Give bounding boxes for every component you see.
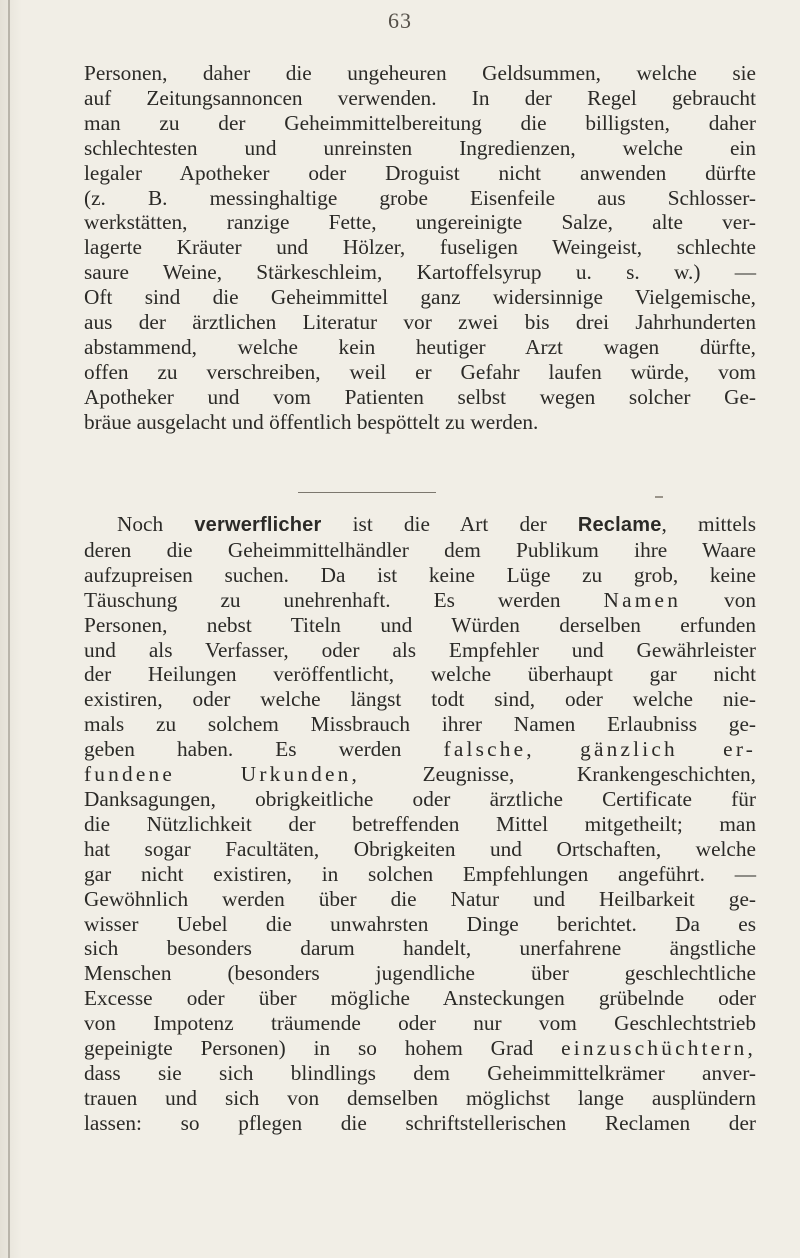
text-line [84,512,756,538]
text-line: Oft sind die Geheimmittel ganz widersinnige Vielgemische, [84,285,756,310]
text-line: wisser Uebel die unwahrsten Dinge berichtet. Da es [84,911,756,936]
text-line: man zu der Geheimmittelbereitung die billigsten, daher [84,110,756,135]
text-line: Personen, daher die ungeheuren Geldsummen, welche sie [84,61,756,85]
text-segment: gepeinigte Personen) in so hohem Grad [84,1036,534,1061]
text-line: trauen und sich von demselben möglichst lange ausplündern [84,1085,756,1110]
text-segment: ist die Art der [352,512,547,536]
page-number: 63 [388,8,412,33]
text-line: legaler Apotheker oder Droguist nicht anwenden dürfte [84,160,756,185]
emphasis-spaced: Namen [603,587,682,612]
text-line: Menschen (besonders jugendliche über geschlechtliche [84,961,756,986]
text-line: die Nützlichkeit der betreffenden Mittel mitgetheilt; man [84,811,756,836]
text-line: Personen, nebst Titeln und Würden derselben erfunden [84,612,756,637]
page-left-edge-shadow [0,0,22,1258]
text-line: Apotheker und vom Patienten selbst wegen solcher Ge- [84,384,756,409]
text-line: bräue ausgelacht und öffentlich bespöttelt zu werden. [84,409,539,434]
section-divider [298,492,436,493]
text-segment: von [724,587,756,612]
text-line: (z. B. messinghaltige grobe Eisenfeile aus Schlosser- [84,185,756,210]
text-line [84,1036,756,1061]
text-line: mals zu solchem Missbrauch ihrer Namen Erlaubniss ge- [84,712,756,737]
text-line: und als Verfasser, oder als Empfehler und Gewährleister [84,637,756,662]
text-line: Excesse oder über mögliche Ansteckungen grübelnde oder [84,986,756,1011]
text-line: werkstätten, ranzige Fette, ungereinigte Salze, alte ver- [84,210,756,235]
text-line: Danksagungen, obrigkeitliche oder ärztliche Certificate für [84,786,756,811]
emphasis-bold: verwerflicher [194,514,322,536]
text-line: aus der ärztlichen Literatur vor zwei bis drei Jahrhunderten [84,310,756,335]
text-line: lassen: so pflegen die schriftstellerischen Reclamen der [84,1110,756,1135]
paragraph-1 [84,61,756,435]
text-line: offen zu verschreiben, weil er Gefahr laufen würde, vom [84,359,756,384]
text-segment: Täuschung zu unehrenhaft. Es werden [84,587,561,612]
emphasis-spaced: falsche, gänzlich er- [443,737,756,762]
emphasis-bold: Reclame [577,514,662,536]
text-line: existiren, oder welche längst todt sind, oder welche nie- [84,687,756,712]
emphasis-spaced: einzuschüchtern, [561,1036,757,1061]
text-line: schlechtesten und unreinsten Ingredienzen, welche ein [84,135,756,160]
text-line: hat sogar Facultäten, Obrigkeiten und Ortschaften, welche [84,836,756,861]
text-line [84,737,756,762]
paper-mark [655,496,663,498]
text-line: abstammend, welche kein heutiger Arzt wagen dürfte, [84,334,756,359]
text-line: Gewöhnlich werden über die Natur und Heilbarkeit ge- [84,886,756,911]
text-line: gar nicht existiren, in solchen Empfehlungen angeführt. — [84,861,756,886]
text-line: auf Zeitungsannoncen verwenden. In der Regel gebraucht [84,85,756,110]
text-line: saure Weine, Stärkeschleim, Kartoffelsyrup u. s. w.) — [84,260,756,285]
text-line: dass sie sich blindlings dem Geheimmittelkrämer anver- [84,1060,756,1085]
emphasis-spaced: fundene Urkunden, [84,762,361,787]
text-segment: Zeugnisse, Krankengeschichten, [422,762,756,787]
text-line: lagerte Kräuter und Hölzer, fuseligen Weingeist, schlechte [84,235,756,260]
text-segment: Noch [117,512,164,536]
text-segment: geben haben. Es werden [84,737,402,762]
text-line: aufzupreisen suchen. Da ist keine Lüge zu grob, keine [84,562,756,587]
text-line [84,762,756,787]
text-line [84,588,756,613]
text-line: von Impotenz träumende oder nur vom Geschlechtstrieb [84,1011,756,1036]
text-segment: , mittels [661,512,756,536]
page-binding-rule [8,0,10,1258]
text-line: sich besonders darum handelt, unerfahrene ängstliche [84,936,756,961]
paragraph-2 [84,512,756,1136]
text-line: deren die Geheimmittelhändler dem Publikum ihre Waare [84,537,756,562]
text-line: der Heilungen veröffentlicht, welche überhaupt gar nicht [84,662,756,687]
